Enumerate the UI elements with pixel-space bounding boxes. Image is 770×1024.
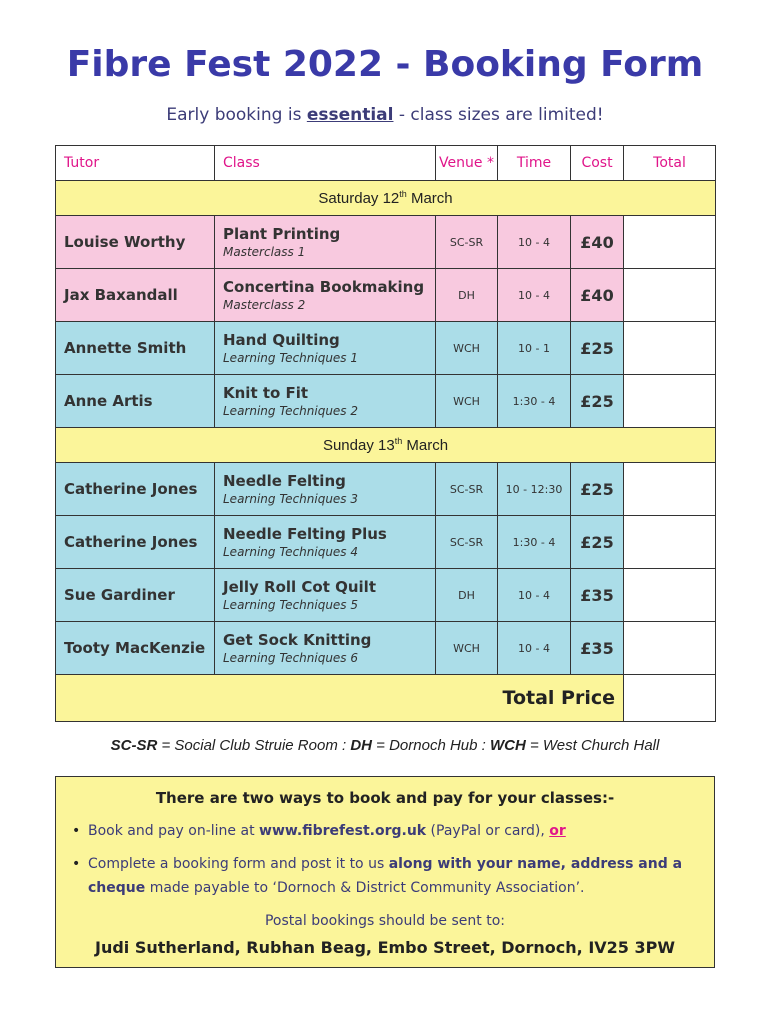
bullet-text: Book and pay on-line at [88,823,260,839]
venue-cell: SC-SR [436,516,498,569]
class-type: Masterclass 1 [223,245,306,259]
legend-text: = Social Club Struie Room : [157,737,351,754]
class-cell [215,375,436,428]
day-label [56,428,716,463]
cost-cell: £35 [571,569,624,622]
venue-cell: SC-SR [436,216,498,269]
day-label-text: Sunday 13 [322,437,395,454]
legend-code: DH [350,737,372,754]
time-cell: 10 - 4 [498,622,571,675]
day-label-sup: th [394,436,403,446]
class-cell [215,516,436,569]
total-input-cell[interactable] [624,622,716,675]
class-cell [215,322,436,375]
tutor-cell: Sue Gardiner [56,569,215,622]
bullet-icon: • [72,823,81,839]
time-cell: 10 - 4 [498,569,571,622]
page-title: Fibre Fest 2022 - Booking Form [66,44,704,85]
day-label-month: March [402,437,449,454]
col-header-total: Total [624,146,716,181]
class-name: Needle Felting Plus [223,525,387,543]
total-input-cell[interactable] [624,516,716,569]
time-cell: 1:30 - 4 [498,375,571,428]
total-price-input[interactable] [624,675,716,722]
time-cell: 10 - 12:30 [498,463,571,516]
website-link[interactable]: www.fibrefest.org.uk [259,823,427,839]
legend-text: = West Church Hall [525,737,660,754]
venue-legend [0,737,770,754]
total-price-row [56,675,716,722]
class-name: Get Sock Knitting [223,631,372,649]
total-input-cell[interactable] [624,322,716,375]
booking-table [55,145,716,722]
list-item [70,819,700,843]
total-input-cell[interactable] [624,375,716,428]
class-type: Learning Techniques 2 [223,404,359,418]
page-subtitle [0,105,770,125]
cost-cell: £35 [571,622,624,675]
bullet-text: (PayPal or card), [426,823,550,839]
legend-text: = Dornoch Hub : [372,737,490,754]
tutor-cell: Jax Baxandall [56,269,215,322]
time-cell: 1:30 - 4 [498,516,571,569]
tutor-cell: Tooty MacKenzie [56,622,215,675]
booking-info-box [55,776,715,968]
table-row [56,375,716,428]
class-type: Learning Techniques 6 [223,651,359,665]
bullet-bold-text: along with your name, address and a cheque [88,856,683,896]
day-row-sunday [56,428,716,463]
venue-cell: SC-SR [436,463,498,516]
bullet-text: made payable to ‘Dornoch & District Community Association’. [145,880,585,896]
table-row [56,463,716,516]
class-type: Masterclass 2 [223,298,306,312]
bullet-icon: • [72,856,81,872]
cost-cell: £40 [571,216,624,269]
booking-methods-list [70,819,700,909]
class-name: Needle Felting [223,472,346,490]
class-name: Plant Printing [223,225,341,243]
time-cell: 10 - 1 [498,322,571,375]
class-cell [215,216,436,269]
table-row [56,216,716,269]
day-label [56,181,716,216]
col-header-venue: Venue * [436,146,498,181]
legend-code: SC-SR [110,737,158,754]
table-row [56,269,716,322]
tutor-cell: Anne Artis [56,375,215,428]
day-label-month: March [406,190,453,207]
subtitle-pre: Early booking is [166,105,307,125]
day-row-saturday [56,181,716,216]
col-header-time: Time [498,146,571,181]
postal-address: Judi Sutherland, Rubhan Beag, Embo Street, Dornoch, IV25 3PW [94,938,675,957]
subtitle-post: - class sizes are limited! [393,105,604,125]
time-cell: 10 - 4 [498,269,571,322]
table-row [56,322,716,375]
class-type: Learning Techniques 1 [223,351,359,365]
table-row [56,569,716,622]
subtitle-emphasis: essential [306,105,394,125]
info-heading: There are two ways to book and pay for your classes:- [155,789,615,807]
class-cell [215,269,436,322]
class-cell [215,622,436,675]
list-item [70,852,700,900]
tutor-cell: Louise Worthy [56,216,215,269]
class-name: Jelly Roll Cot Quilt [223,578,376,596]
tutor-cell: Catherine Jones [56,463,215,516]
cost-cell: £25 [571,463,624,516]
tutor-cell: Catherine Jones [56,516,215,569]
table-header-row [56,146,716,181]
cost-cell: £40 [571,269,624,322]
legend-code: WCH [489,737,526,754]
col-header-class: Class [215,146,436,181]
venue-cell: DH [436,269,498,322]
class-cell [215,463,436,516]
class-name: Knit to Fit [223,384,309,402]
total-input-cell[interactable] [624,269,716,322]
col-header-cost: Cost [571,146,624,181]
tutor-cell: Annette Smith [56,322,215,375]
table-row [56,516,716,569]
cost-cell: £25 [571,516,624,569]
venue-cell: WCH [436,622,498,675]
day-label-sup: th [399,189,407,199]
venue-cell: DH [436,569,498,622]
venue-cell: WCH [436,375,498,428]
bullet-text: Complete a booking form and post it to us [88,856,389,872]
cost-cell: £25 [571,375,624,428]
total-input-cell[interactable] [624,463,716,516]
class-cell [215,569,436,622]
class-type: Learning Techniques 3 [223,492,359,506]
col-header-tutor: Tutor [56,146,215,181]
time-cell: 10 - 4 [498,216,571,269]
total-price-label: Total Price [56,675,624,722]
postal-label: Postal bookings should be sent to: [264,913,505,929]
or-text: or [549,823,566,839]
venue-cell: WCH [436,322,498,375]
class-name: Concertina Bookmaking [223,278,425,296]
total-input-cell[interactable] [624,569,716,622]
class-type: Learning Techniques 4 [223,545,359,559]
cost-cell: £25 [571,322,624,375]
total-input-cell[interactable] [624,216,716,269]
day-label-text: Saturday 12 [318,190,400,207]
class-name: Hand Quilting [223,331,340,349]
class-type: Learning Techniques 5 [223,598,359,612]
table-row [56,622,716,675]
